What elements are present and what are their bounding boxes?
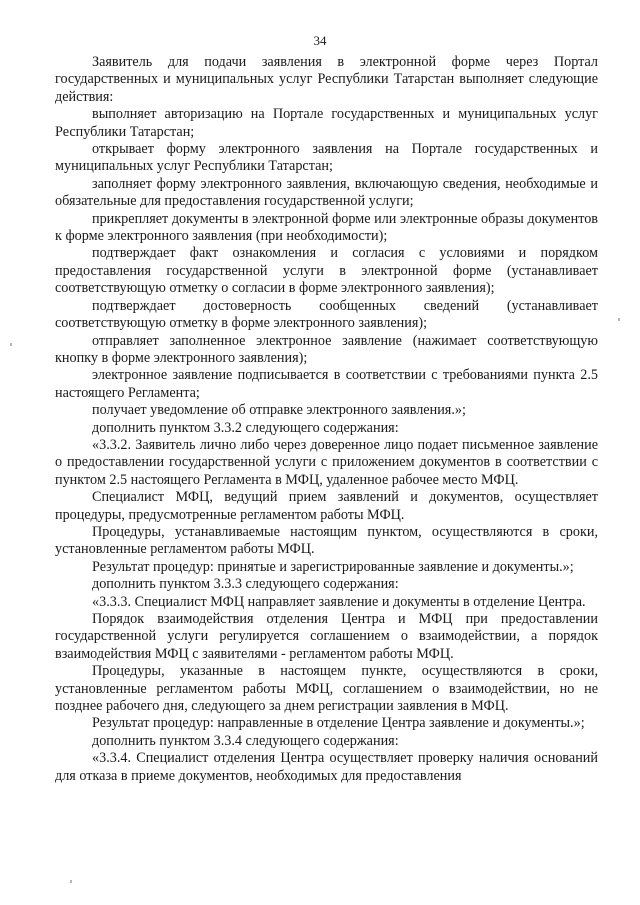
- paragraph-open-form: открывает форму электронного заявления на Портале государственных и муниципальных услуг Республики Татарстан;: [55, 141, 598, 175]
- paragraph-mfc-specialist: Специалист МФЦ, ведущий прием заявлений и документов, осуществляет процедуры, предусмотренные регламентом работы МФЦ.: [55, 489, 598, 523]
- paragraph-result-accepted: Результат процедур: принятые и зарегистрированные заявление и документы.»;: [92, 558, 574, 575]
- paragraph-signature: электронное заявление подписывается в соответствии с требованиями пункта 2.5 настоящего Регламента;: [55, 367, 598, 401]
- page-number: 34: [313, 33, 327, 48]
- paragraph-add-3-3-3: дополнить пунктом 3.3.3 следующего содержания:: [92, 576, 399, 593]
- paragraph-3-3-4-text: «3.3.4. Специалист отделения Центра осуществляет проверку наличия оснований для отказа в приеме документов, необходимых для предоставления: [55, 750, 598, 784]
- paragraph-add-3-3-4: дополнить пунктом 3.3.4 следующего содержания:: [92, 732, 399, 749]
- paragraph-authorization: выполняет авторизацию на Портале государственных и муниципальных услуг Республики Татарстан;: [55, 106, 598, 140]
- scan-speck: [10, 343, 12, 346]
- paragraph-attach-documents: прикрепляет документы в электронной форме или электронные образы документов к форме электронного заявления (при необходимости);: [55, 210, 598, 245]
- paragraph-3-3-3-text: «3.3.3. Специалист МФЦ направляет заявление и документы в отделение Центра.: [92, 593, 586, 610]
- paragraph-notification: получает уведомление об отправке электронного заявления.»;: [92, 402, 466, 419]
- paragraph-3-3-2-text: «3.3.2. Заявитель лично либо через доверенное лицо подает письменное заявление о предоставлении государственной услуги с приложением документов в соответствии с пунктом 2.5 настоящего Регламента в МФЦ, удаленное рабочее место МФЦ.: [55, 436, 598, 488]
- scan-speck: [618, 318, 620, 321]
- paragraph-result-sent: Результат процедур: направленные в отделение Центра заявление и документы.»;: [92, 715, 585, 732]
- paragraph-confirm-consent: подтверждает факт ознакомления и согласия с условиями и порядком предоставления государственной услуги в электронной форме (устанавливает соответствующую отметку о согласии в форме электронного заявления);: [55, 245, 598, 297]
- document-body: [55, 54, 598, 785]
- paragraph-confirm-accuracy: подтверждает достоверность сообщенных сведений (устанавливает соответствующую отметку в форме электронного заявления);: [55, 297, 598, 332]
- paragraph-applicant-actions-intro: Заявитель для подачи заявления в электронной форме через Портал государственных и муниципальных услуг Республики Татарстан выполняет следующие действия:: [55, 54, 598, 105]
- paragraph-submit-form: отправляет заполненное электронное заявление (нажимает соответствующую кнопку в форме электронного заявления);: [55, 332, 598, 366]
- paragraph-interaction-order: Порядок взаимодействия отделения Центра и МФЦ при предоставлении государственной услуги регулируется соглашением о взаимодействии, а порядок взаимодействия МФЦ с заявителями - регламентом работы МФЦ.: [55, 611, 598, 662]
- paragraph-fill-form: заполняет форму электронного заявления, включающую сведения, необходимые и обязательные для предоставления государственной услуги;: [55, 175, 598, 210]
- paragraph-procedures-terms: Процедуры, устанавливаемые настоящим пунктом, осуществляются в сроки, установленные регламентом работы МФЦ.: [55, 523, 598, 558]
- paragraph-procedures-deadline: Процедуры, указанные в настоящем пункте, осуществляются в сроки, установленные регламентом работы МФЦ, соглашением о взаимодействии, но не позднее рабочего дня, следующего за днем регистрации заявления в МФЦ.: [55, 663, 598, 715]
- scan-speck: [70, 880, 72, 883]
- paragraph-add-3-3-2: дополнить пунктом 3.3.2 следующего содержания:: [92, 419, 399, 436]
